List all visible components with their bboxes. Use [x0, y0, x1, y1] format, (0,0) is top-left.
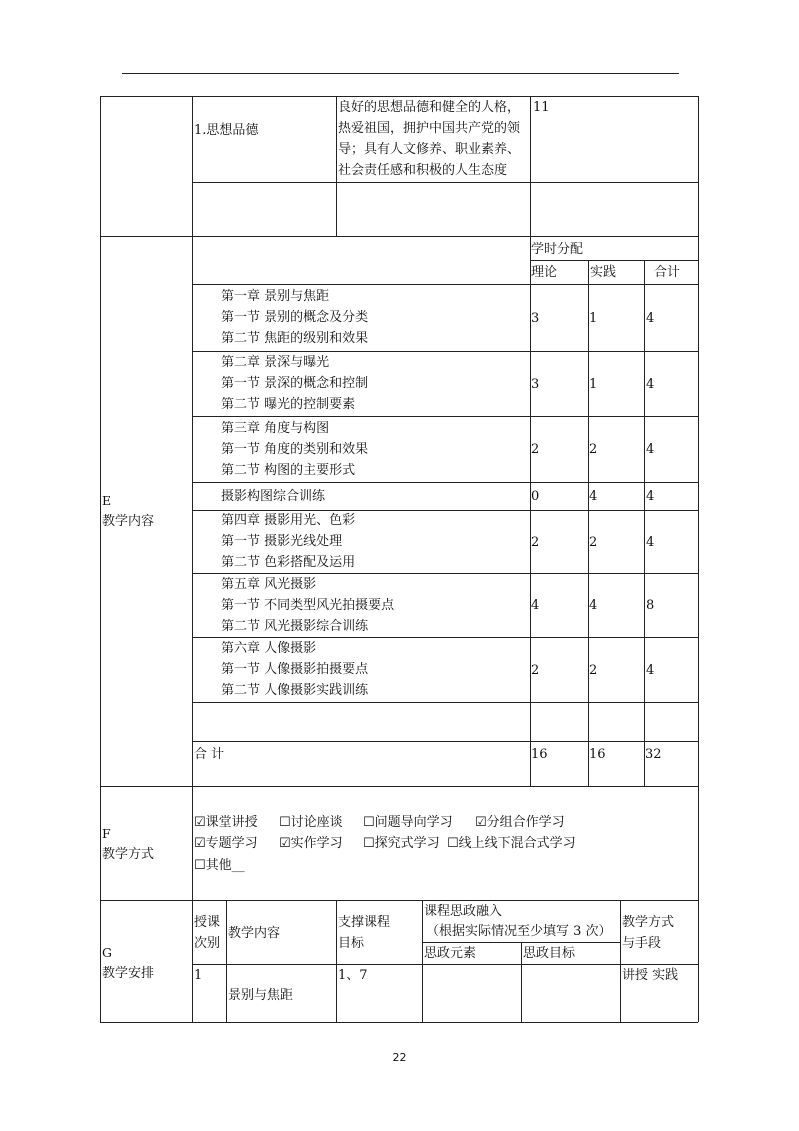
- chapter-hours-theory: 3: [531, 376, 540, 392]
- table-rule: [192, 741, 698, 742]
- chapter-hours-practice: 4: [589, 489, 598, 504]
- header-content: 教学内容: [228, 926, 281, 941]
- header-rule: [122, 73, 679, 74]
- method-option-label: 分组合作学习: [486, 815, 565, 830]
- chapter-hours-total: 8: [646, 598, 655, 613]
- chapter-line: 第一节 角度的类别和效果: [221, 441, 369, 457]
- row-session: 1: [194, 968, 203, 983]
- chapter-hours-practice: 2: [589, 534, 598, 550]
- method-option-label: 探究式学习: [374, 836, 440, 851]
- checked-box-icon: ☑: [475, 815, 487, 830]
- section-e-code: E: [102, 493, 112, 508]
- chapter-line: 第一节 景别的概念及分类: [221, 310, 369, 325]
- table-rule: [100, 786, 698, 787]
- chapter-hours-theory: 4: [531, 598, 540, 613]
- chapter-hours-total: 4: [646, 489, 655, 504]
- goal-description-line: 良好的思想品德和健全的人格，: [338, 100, 521, 115]
- header-element: 思政元素: [424, 946, 477, 961]
- unchecked-box-icon: ☐: [194, 858, 206, 873]
- chapter-hours-total: 4: [646, 376, 655, 392]
- checked-box-icon: ☑: [194, 836, 206, 851]
- section-f-label: 教学方式: [102, 847, 155, 862]
- header-ideology: 课程思政融入: [424, 904, 503, 919]
- table-rule: [336, 96, 337, 236]
- hours-header: 学时分配: [531, 242, 584, 257]
- method-option: [279, 834, 343, 854]
- chapter-line: 第四章 摄影用光、色彩: [221, 513, 356, 528]
- table-rule: [620, 900, 621, 1022]
- table-rule: [588, 260, 589, 786]
- chapter-line: 第二节 人像摄影实践训练: [221, 683, 369, 698]
- table-rule: [192, 964, 698, 965]
- method-option: [194, 856, 245, 876]
- table-rule: [530, 96, 531, 236]
- table-rule: [644, 260, 645, 786]
- col-theory: 理论: [531, 265, 558, 280]
- sum-practice: 16: [589, 747, 606, 762]
- table-rule: [192, 96, 193, 1022]
- section-g-label: 教学安排: [102, 966, 155, 981]
- chapter-line: 第二节 焦距的级别和效果: [221, 331, 369, 346]
- sum-total: 32: [645, 747, 662, 762]
- method-option: [475, 813, 565, 833]
- chapter-hours-theory: 2: [531, 442, 540, 457]
- table-rule: [192, 182, 698, 183]
- unchecked-box-icon: ☐: [447, 836, 459, 851]
- col-practice: 实践: [590, 265, 617, 280]
- sum-label: 合 计: [194, 747, 225, 762]
- chapter-line: 第二节 风光摄影综合训练: [221, 618, 369, 634]
- chapter-hours-total: 4: [646, 662, 655, 678]
- chapter-hours-theory: 2: [531, 534, 540, 550]
- method-option: [363, 813, 453, 833]
- chapter-hours-practice: 1: [589, 310, 598, 326]
- table-rule: [226, 900, 227, 1022]
- table-rule: [521, 942, 522, 1022]
- table-rule: [530, 260, 698, 261]
- chapter-line: 第一节 不同类型风光拍摄要点: [221, 597, 395, 613]
- table-rule: [192, 637, 698, 638]
- unchecked-box-icon: ☐: [363, 836, 375, 851]
- table-rule: [192, 284, 698, 285]
- row-goal: 1、7: [338, 968, 368, 983]
- section-g-code: G: [102, 945, 112, 960]
- section-e-label: 教学内容: [102, 514, 155, 529]
- chapter-hours-total: 4: [646, 442, 655, 457]
- method-option-label: 实作学习: [290, 836, 343, 851]
- page-number: 22: [392, 1051, 407, 1064]
- chapter-hours-theory: 3: [531, 310, 540, 326]
- col-total: 合计: [654, 265, 681, 280]
- chapter-line: 摄影构图综合训练: [221, 488, 326, 504]
- chapter-line: 第二节 色彩搭配及运用: [221, 555, 356, 570]
- header-session: 授课: [194, 915, 221, 930]
- table-rule: [100, 236, 698, 237]
- chapter-line: 第一节 景深的概念和控制: [221, 376, 369, 391]
- header-target: 思政目标: [523, 946, 576, 961]
- method-option-label: 课堂讲授: [205, 815, 258, 830]
- method-option-label: 线上线下混合式学习: [458, 836, 576, 851]
- sum-theory: 16: [531, 747, 548, 762]
- goal-description-line: 导；具有人文修养、职业素养、: [338, 142, 521, 157]
- goal-support: 11: [533, 100, 550, 115]
- table-rule: [100, 1022, 698, 1023]
- table-rule: [336, 900, 337, 1022]
- method-option: [194, 813, 258, 833]
- header-goal: 支撑课程: [338, 915, 391, 930]
- table-rule: [192, 416, 698, 417]
- header-session: 次别: [194, 936, 221, 951]
- checked-box-icon: ☑: [279, 836, 291, 851]
- table-rule: [698, 96, 699, 1022]
- checked-box-icon: ☑: [194, 815, 206, 830]
- chapter-hours-total: 4: [646, 534, 655, 550]
- method-option: [447, 834, 576, 854]
- chapter-hours-theory: 0: [531, 489, 540, 504]
- header-method: 教学方式: [622, 915, 675, 930]
- method-option-label: 问题导向学习: [374, 815, 453, 830]
- chapter-line: 第二节 构图的主要形式: [221, 462, 356, 478]
- row-content: 景别与焦距: [228, 988, 294, 1003]
- table-rule: [192, 482, 698, 483]
- unchecked-box-icon: ☐: [279, 815, 291, 830]
- chapter-hours-theory: 2: [531, 662, 540, 678]
- chapter-hours-practice: 2: [589, 442, 598, 457]
- table-rule: [192, 702, 698, 703]
- chapter-hours-practice: 1: [589, 376, 598, 392]
- table-rule: [100, 96, 101, 1022]
- goal-morality: 1.思想品德: [194, 123, 259, 138]
- header-ideology-note: （根据实际情况至少填写 3 次）: [426, 924, 612, 939]
- method-option-label: 讨论座谈: [290, 815, 343, 830]
- table-rule: [192, 351, 698, 352]
- chapter-hours-practice: 4: [589, 598, 598, 613]
- section-f-code: F: [102, 826, 111, 841]
- chapter-hours-total: 4: [646, 310, 655, 326]
- chapter-line: 第五章 风光摄影: [221, 576, 317, 592]
- unchecked-box-icon: ☐: [363, 815, 375, 830]
- method-option-label: 其他__: [205, 858, 245, 873]
- table-rule: [100, 96, 698, 97]
- chapter-line: 第一节 人像摄影拍摄要点: [221, 662, 369, 677]
- chapter-line: 第二节 曝光的控制要素: [221, 397, 356, 412]
- chapter-line: 第一节 摄影光线处理: [221, 534, 343, 549]
- chapter-line: 第六章 人像摄影: [221, 641, 317, 656]
- method-option-label: 专题学习: [205, 836, 258, 851]
- header-goal: 目标: [338, 936, 365, 951]
- header-method: 与手段: [622, 936, 662, 951]
- chapter-line: 第二章 景深与曝光: [221, 355, 330, 370]
- goal-description-line: 社会责任感和积极的人生态度: [338, 163, 508, 178]
- method-option: [363, 834, 440, 854]
- table-rule: [100, 900, 698, 901]
- chapter-line: 第一章 景别与焦距: [221, 289, 330, 304]
- table-rule: [422, 942, 620, 943]
- method-option: [194, 834, 258, 854]
- chapter-hours-practice: 2: [589, 662, 598, 678]
- table-rule: [422, 900, 423, 1022]
- row-method: 讲授 实践: [622, 968, 679, 983]
- goal-description-line: 热爱祖国，拥护中国共产党的领: [338, 121, 521, 136]
- chapter-line: 第三章 角度与构图: [221, 420, 330, 436]
- method-option: [279, 813, 343, 833]
